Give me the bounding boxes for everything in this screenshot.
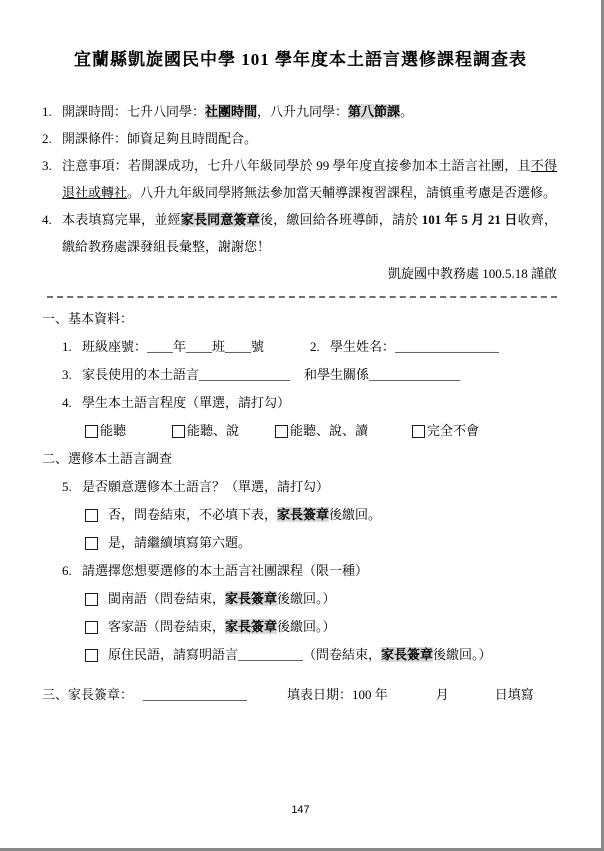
question-number: 2. xyxy=(310,339,320,354)
signoff-line: 凱旋國中教務處 100.5.18 謹啟 xyxy=(387,266,557,281)
header-notes xyxy=(42,98,557,260)
highlighted-text: 家長簽章 xyxy=(277,507,330,522)
question-text: 家長使用的本土語言______________ 和學生關係______________ xyxy=(82,367,461,382)
option-hakka xyxy=(85,613,601,641)
option-can-listen xyxy=(85,417,126,445)
question-number: 6. xyxy=(62,563,72,578)
note-text: 開課時間：七升八同學：社團時間，八升九同學：第八節課。 xyxy=(62,104,414,119)
note-text: 注意事項：若開課成功，七升八年級同學於 99 學年度直接參加本土語言社團，且不得退社或轉社。八升九年級同學將無法參加當天輔導課複習課程，請慎重考慮是否選修。 xyxy=(62,158,557,200)
question-text: 請選擇您想要選修的本土語言社團課程（限一種） xyxy=(82,563,369,578)
note-item-4 xyxy=(42,206,557,260)
fill-date-label: 填表日期：100 年 xyxy=(287,687,388,702)
question-3 xyxy=(62,361,601,389)
question-4 xyxy=(62,389,601,417)
option-label: 能聽 xyxy=(100,423,127,438)
highlighted-text: 家長簽章 xyxy=(381,647,434,662)
option-no xyxy=(85,501,601,529)
note-number: 2. xyxy=(42,131,52,146)
question-text: 班級座號：____年____班____號 xyxy=(82,339,265,354)
checkbox-icon xyxy=(85,425,98,438)
option-label: 能聽、說、讀 xyxy=(290,423,369,438)
checkbox-icon xyxy=(412,425,425,438)
page-title: 宜蘭縣凱旋國民中學 101 學年度本土語言選修課程調查表 xyxy=(74,50,527,69)
option-label: 是，請繼續填寫第六題。 xyxy=(108,535,252,550)
underlined-text: 不得退社或轉社 xyxy=(62,158,557,200)
note-number: 3. xyxy=(42,158,52,173)
question-text: 學生本土語言程度（單選，請打勾） xyxy=(82,395,291,410)
option-listen-speak xyxy=(172,417,239,445)
question-number: 4. xyxy=(62,395,72,410)
month-label: 月 xyxy=(435,687,449,702)
option-label: 閩南語（問卷結束，家長簽章後繳回。） xyxy=(108,591,336,606)
checkbox-icon xyxy=(172,425,185,438)
option-label: 能聽、說 xyxy=(187,423,240,438)
question-1 xyxy=(62,333,310,361)
note-text: 開課條件：師資足夠且時間配合。 xyxy=(62,131,258,146)
checkbox-icon xyxy=(275,425,288,438)
option-label: 原住民語，請寫明語言__________（問卷結束，家長簽章後繳回。） xyxy=(108,647,492,662)
day-label: 日填寫 xyxy=(494,687,534,702)
question-2 xyxy=(310,333,499,361)
option-minnan xyxy=(85,585,601,613)
page-number: 147 xyxy=(291,804,310,816)
option-none xyxy=(412,417,479,445)
highlighted-text: 第八節課 xyxy=(348,104,401,119)
dashed-separator xyxy=(47,296,557,298)
checkbox-icon xyxy=(85,509,98,522)
section-2-heading: 二、選修本土語言調查 xyxy=(42,451,173,466)
question-number: 1. xyxy=(62,339,72,354)
highlighted-text: 家長同意簽章 xyxy=(180,212,260,227)
checkbox-icon xyxy=(85,537,98,550)
question-text: 學生姓名：________________ xyxy=(330,339,500,354)
parent-signature-row xyxy=(42,681,557,709)
option-label: 客家語（問卷結束，家長簽章後繳回。） xyxy=(108,619,336,634)
note-number: 4. xyxy=(42,212,52,227)
checkbox-icon xyxy=(85,649,98,662)
question-6 xyxy=(62,557,601,585)
section-1-heading: 一、基本資料： xyxy=(42,311,134,326)
question-number: 5. xyxy=(62,479,72,494)
due-date: 101 年 5 月 21 日 xyxy=(421,212,518,227)
question-5 xyxy=(62,473,601,501)
highlighted-text: 家長簽章 xyxy=(225,591,278,606)
question-number: 3. xyxy=(62,367,72,382)
note-text: 本表填寫完畢，並經家長同意簽章後，繳回給各班導師，請於 101 年 5 月 21 日收齊，繳給教務處課發組長彙整，謝謝您！ xyxy=(62,212,557,254)
question-text: 是否願意選修本土語言？（單選，請打勾） xyxy=(82,479,330,494)
option-label: 完全不會 xyxy=(427,423,480,438)
note-item-2 xyxy=(42,125,557,152)
checkbox-icon xyxy=(85,621,98,634)
signature-blank-line: ________________ xyxy=(143,687,248,702)
option-aboriginal xyxy=(85,641,601,669)
note-item-1 xyxy=(42,98,557,125)
checkbox-icon xyxy=(85,593,98,606)
option-listen-speak-read xyxy=(275,417,368,445)
highlighted-text: 社團時間 xyxy=(205,104,258,119)
question-row-1-2 xyxy=(62,333,601,361)
highlighted-text: 家長簽章 xyxy=(225,619,278,634)
note-number: 1. xyxy=(42,104,52,119)
proficiency-options xyxy=(85,417,601,445)
option-label: 否，問卷結束，不必填下表，家長簽章後繳回。 xyxy=(108,507,382,522)
note-item-3 xyxy=(42,152,557,206)
option-yes xyxy=(85,529,601,557)
section-3-heading: 三、家長簽章： xyxy=(42,687,134,702)
